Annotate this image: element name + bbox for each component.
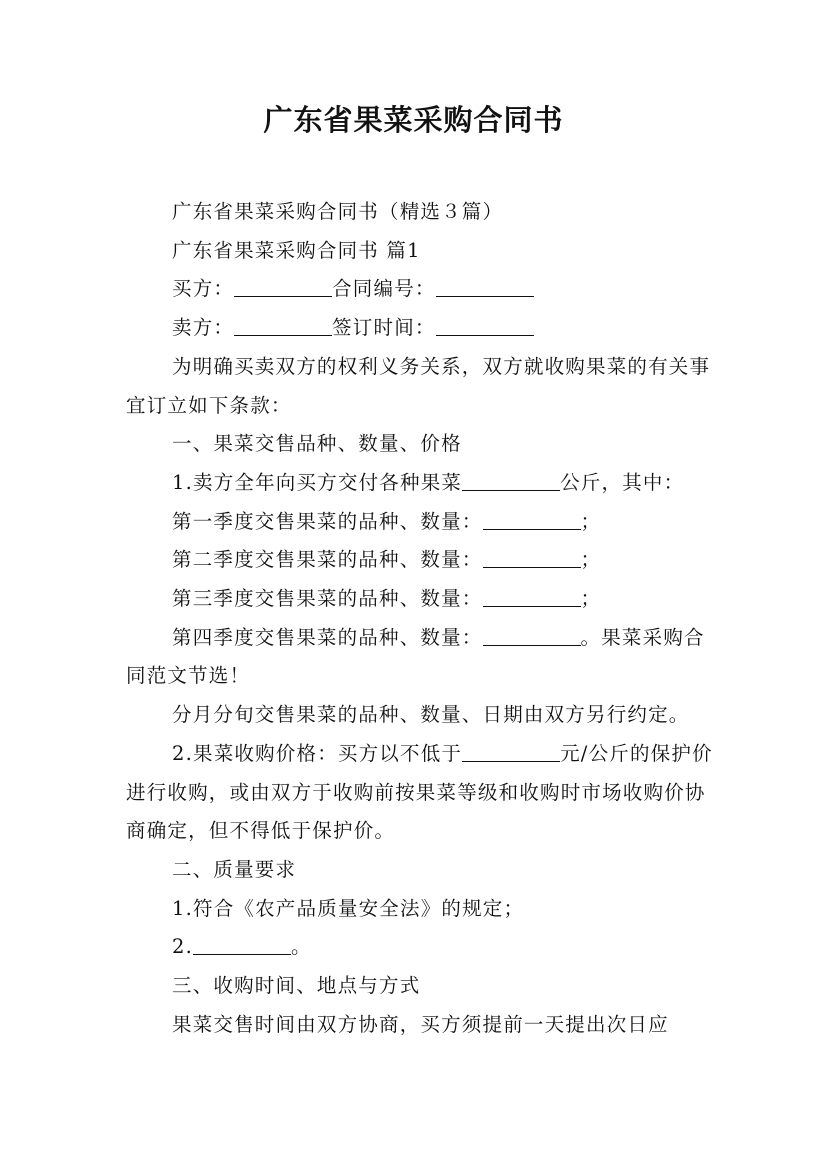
paragraph-price	[126, 735, 716, 851]
paragraph-text: ；	[580, 548, 602, 572]
paragraph-text: 广东省果菜采购合同书（精选３篇）	[172, 200, 504, 223]
paragraph-seller	[126, 309, 716, 348]
paragraph-q1	[126, 503, 716, 542]
paragraph-text: 1.符合《农产品质量安全法》的规定；	[172, 896, 525, 920]
paragraph-q2	[126, 541, 716, 580]
paragraph-quality-1	[126, 890, 716, 929]
seller-label: 卖方：	[172, 316, 235, 340]
annual-quantity-blank	[462, 469, 560, 490]
paragraph-section-heading	[126, 232, 716, 271]
paragraph-annual-quantity	[126, 464, 716, 503]
paragraph-text: 第三季度交售果菜的品种、数量：	[172, 587, 483, 611]
paragraph-text: 一、果菜交售品种、数量、价格	[172, 432, 462, 456]
paragraph-timing	[126, 1006, 716, 1045]
paragraph-text: 2.	[172, 935, 194, 959]
price-blank	[462, 740, 560, 761]
paragraph-text: 元/公斤的保护价进行收购，或由双方于收购前按果菜等级和收购时市场收购价协商确定，但不得低于保护价。	[126, 741, 713, 843]
paragraph-monthly	[126, 696, 716, 735]
q4-blank	[483, 624, 581, 645]
paragraph-subtitle	[126, 193, 716, 232]
paragraph-text: 第二季度交售果菜的品种、数量：	[172, 548, 483, 572]
paragraph-quality-2	[126, 928, 716, 967]
paragraph-q4	[126, 619, 716, 696]
paragraph-text: 为明确买卖双方的权利义务关系，双方就收购果菜的有关事宜订立如下条款：	[126, 354, 711, 417]
paragraph-q3	[126, 580, 716, 619]
quality-2-blank	[193, 934, 291, 955]
contract-number-label: 合同编号：	[332, 277, 436, 301]
paragraph-text: 果菜交售时间由双方协商，买方须提前一天提出次日应	[172, 1012, 669, 1036]
contract-number-blank	[436, 276, 534, 297]
paragraph-text: 2.果菜收购价格：买方以不低于	[172, 741, 463, 765]
q1-blank	[483, 508, 581, 529]
buyer-label: 买方：	[172, 277, 235, 301]
paragraph-text: 分月分旬交售果菜的品种、数量、日期由双方另行约定。	[172, 703, 690, 727]
paragraph-text: 。果菜采购合同范文节选！	[126, 625, 705, 688]
sign-date-blank	[436, 315, 534, 336]
sign-date-label: 签订时间：	[332, 316, 436, 340]
buyer-blank	[234, 276, 332, 297]
paragraph-text: 第一季度交售果菜的品种、数量：	[172, 509, 483, 533]
paragraph-text: 。	[291, 935, 312, 959]
paragraph-heading-two	[126, 851, 716, 890]
document-body	[126, 193, 716, 1044]
q2-blank	[483, 547, 581, 568]
paragraph-text: 公斤，其中：	[560, 470, 685, 494]
paragraph-text: 广东省果菜采购合同书 篇1	[172, 238, 421, 262]
paragraph-preamble	[126, 348, 716, 425]
seller-blank	[234, 315, 332, 336]
paragraph-heading-one	[126, 425, 716, 464]
paragraph-text: 1.卖方全年向买方交付各种果菜	[172, 470, 463, 494]
paragraph-text: 三、收购时间、地点与方式	[172, 974, 421, 998]
paragraph-buyer	[126, 270, 716, 309]
paragraph-text: ；	[580, 509, 602, 533]
paragraph-heading-three	[126, 967, 716, 1006]
q3-blank	[483, 586, 581, 607]
document-title: 广东省果菜采购合同书	[263, 103, 564, 137]
paragraph-text: 二、质量要求	[172, 857, 297, 881]
paragraph-text: 第四季度交售果菜的品种、数量：	[172, 625, 483, 649]
paragraph-text: ；	[580, 587, 602, 611]
